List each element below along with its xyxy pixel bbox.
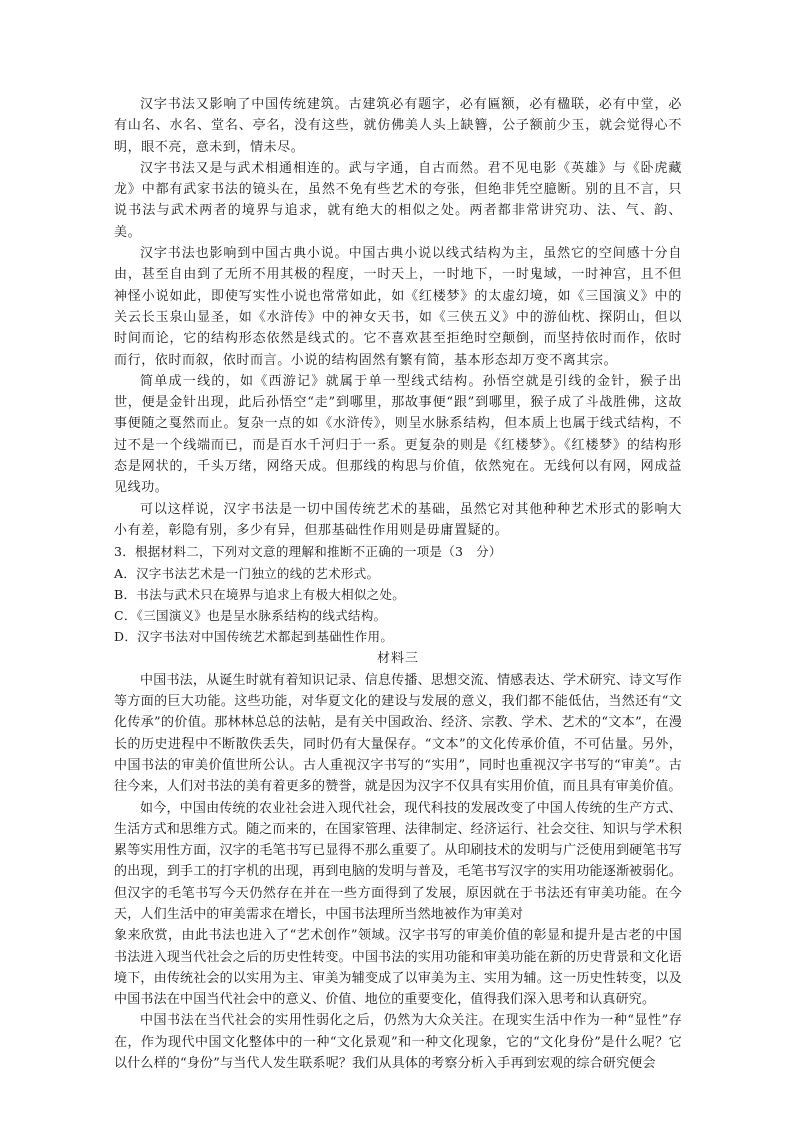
paragraph-cultural-identity: 中国书法在当代社会的实用性弱化之后，仍然为大众关注。在现实生活中作为一种“显性”存在，作为现代中国文化整体中的一种“文化景观”和一种文化现象，它的“文化身份”是什么呢？它以什么样的“身份”与当代人发生联系呢？我们从具体的考察分析入手再到宏观的综合研究便会: [114, 1013, 682, 1072]
section-title: 材料三: [376, 650, 419, 666]
paragraph-novel-structure: 简单成一线的，如《西游记》就属于单一型线式结构。孙悟空就是引线的金针，猴子出世，便是金针出现，此后孙悟空“走”到哪里，那故事便“跟”到哪里，猴子成了斗战胜佛，这故事便随之戛然而止。复杂一点的如《水浒传》，则呈水脉系结构，但本质上也属于线式结构，不过不是一个线端而已，而是百水千河归于一系。更复杂的则是《红楼梦》。《红楼梦》的结构形态是网状的，千头万绪，网络天成。但那线的构思与价值，依然宛在。无线何以有网，网成益见线功。: [114, 373, 682, 496]
paragraph-conclusion: 可以这样说，汉字书法是一切中国传统艺术的基础，虽然它对其他种种艺术形式的影响大小有差，彰隐有别，多少有异，但那基础性作用则是毋庸置疑的。: [114, 501, 682, 538]
paragraph-modern-society: 如今，中国由传统的农业社会进入现代社会，现代科技的发展改变了中国人传统的生产方式、生活方式和思维方式。随之而来的，在国家管理、法律制定、经济运行、社会交往、知识与学术积累等实用性方面，汉字的毛笔书写已显得不那么重要了。从印刷技术的发明与广泛使用到硬笔书写的出现，到手工的打字机的出现，再到电脑的发明与普及，毛笔书写汉字的实用功能逐渐被弱化。但汉字的毛笔书写今天仍然存在并在一些方面得到了发展，原因就在于书法还有审美功能。在今天，人们生活中的审美需求在增长，中国书法理所当然地被作为审美对: [114, 800, 682, 922]
paragraph-classical-novel: 汉字书法也影响到中国古典小说。中国古典小说以线式结构为主，虽然它的空间感十分自由，甚至自由到了无所不用其极的程度，一时天上，一时地下，一时鬼域，一时神宫，且不但神怪小说如此，即使写实性小说也常常如此，如《红楼梦》的太虚幻境，如《三国演义》中的关云长玉泉山显圣，如《水浒传》中的神女天书，如《三侠五义》中的游仙枕、探阴山，但以时间而论，它的结构形态依然是线式的。它不喜欢甚至拒绝时空颠倒，而坚持依时而作，依时而行，依时而叙，依时而言。小说的结构固然有繁有简，基本形态却万变不离其宗。: [114, 246, 682, 368]
option-b: B．书法与武术只在境界与追求上有极大相似之处。: [114, 586, 406, 602]
paragraph-architecture: 汉字书法又影响了中国传统建筑。古建筑必有题字，必有匾额，必有楹联，必有中堂，必有山名、水名、堂名、亭名，没有这些，就仿佛美人头上缺簪，公子额前少玉，就会觉得心不明，眼不亮，意未到，情未尽。: [114, 97, 682, 155]
paragraph-martial-arts: 汉字书法又是与武术相通相连的。武与字通，自古而然。君不见电影《英雄》与《卧虎藏龙》中都有武家书法的镜头在，虽然不免有些艺术的夸张，但绝非凭空臆断。别的且不言，只说书法与武术两者的境界与追求，就有绝大的相似之处。两者都非常讲究功、法、气、韵、美。: [114, 160, 682, 240]
question-stem: 3．根据材料二，下列对文意的理解和推断不正确的一项是（3 分）: [114, 544, 502, 560]
document-page: [114, 94, 682, 1074]
option-c: C．《三国演义》也是呈水脉系结构的线式结构。: [114, 608, 387, 624]
option-a: A．汉字书法艺术是一门独立的线的艺术形式。: [114, 565, 380, 581]
paragraph-functions: 中国书法，从诞生时就有着知识记录、信息传播、思想交流、情感表达、学术研究、诗文写作等方面的巨大功能。这些功能，对华夏文化的建设与发展的意义，我们都不能低估，当然还有“文化传承”的价值。那林林总总的法帖，是有关中国政治、经济、宗教、学术、艺术的“文本”，在漫长的历史进程中不断散佚丢失，同时仍有大量保存。“文本”的文化传承价值，不可估量。另外，中国书法的审美价值世所公认。古人重视汉字书写的“实用”，同时也重视汉字书写的“审美”。古往今来，人们对书法的美有着更多的赞誉，就是因为汉字不仅具有实用价值，而且具有审美价值。: [114, 672, 682, 795]
paragraph-aesthetic-shift: 象来欣赏，由此书法也进入了“艺术创作”领域。汉字书写的审美价值的彰显和提升是古老的中国书法进入现当代社会之后的历史性转变。中国书法的实用功能和审美功能在新的历史背景和文化语境下，由传统社会的以实用为主、审美为辅变成了以审美为主、实用为辅。这一历史性转变，以及中国书法在中国当代社会中的意义、价值、地位的重要变化，值得我们深入思考和认真研究。: [114, 928, 682, 1008]
option-d: D．汉字书法对中国传统艺术都起到基础性作用。: [114, 629, 394, 645]
